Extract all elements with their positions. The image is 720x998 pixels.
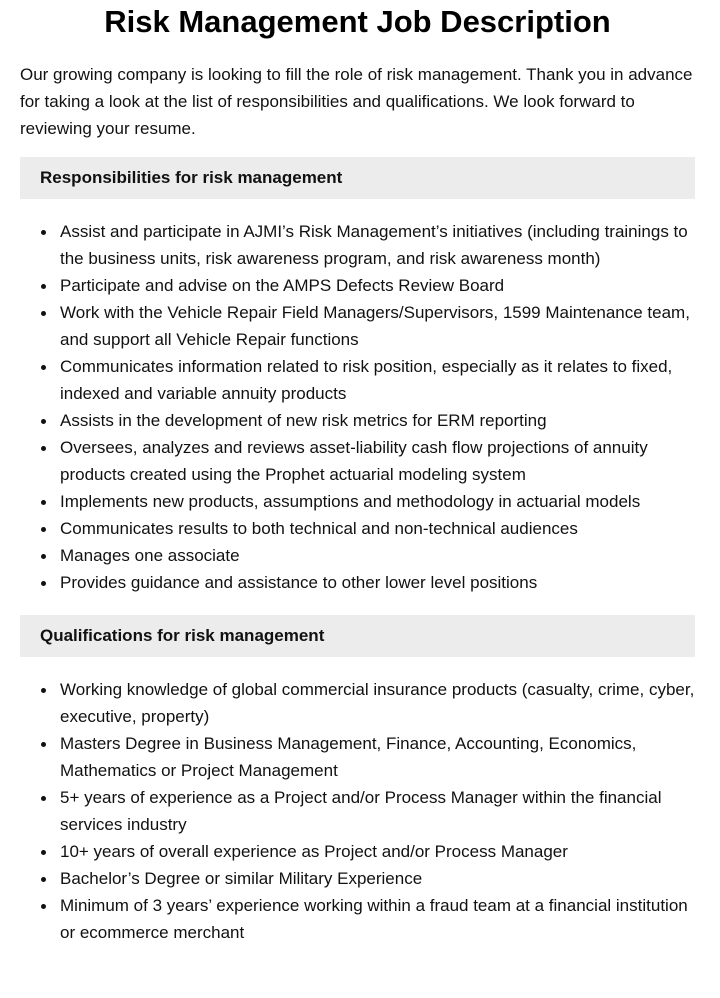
bullet-icon bbox=[41, 796, 46, 801]
bullet-icon bbox=[41, 284, 46, 289]
list-item bbox=[20, 730, 695, 784]
list-item-text: 10+ years of overall experience as Project and/or Process Manager bbox=[60, 842, 568, 861]
list-item-text: Working knowledge of global commercial insurance products (casualty, crime, cyber, executive, property) bbox=[60, 680, 695, 726]
list-item bbox=[20, 784, 695, 838]
bullet-icon bbox=[41, 688, 46, 693]
bullet-icon bbox=[41, 419, 46, 424]
list-item-text: Minimum of 3 years’ experience working within a fraud team at a financial institution or ecommerce merchant bbox=[60, 896, 688, 942]
bullet-icon bbox=[41, 904, 46, 909]
qualifications-list bbox=[20, 676, 695, 946]
bullet-icon bbox=[41, 742, 46, 747]
list-item-text: Manages one associate bbox=[60, 546, 240, 565]
list-item-text: Assists in the development of new risk metrics for ERM reporting bbox=[60, 411, 547, 430]
list-item-text: Bachelor’s Degree or similar Military Experience bbox=[60, 869, 423, 888]
list-item bbox=[20, 488, 695, 515]
list-item bbox=[20, 515, 695, 542]
list-item bbox=[20, 569, 695, 596]
list-item bbox=[20, 218, 695, 272]
list-item-text: Provides guidance and assistance to other lower level positions bbox=[60, 573, 538, 592]
bullet-icon bbox=[41, 311, 46, 316]
bullet-icon bbox=[41, 527, 46, 532]
list-item bbox=[20, 542, 695, 569]
list-item bbox=[20, 676, 695, 730]
list-item-text: Implements new products, assumptions and methodology in actuarial models bbox=[60, 492, 641, 511]
list-item bbox=[20, 892, 695, 946]
list-item-text: Masters Degree in Business Management, Finance, Accounting, Economics, Mathematics or Project Management bbox=[60, 734, 637, 780]
bullet-icon bbox=[41, 877, 46, 882]
intro-paragraph: Our growing company is looking to fill the role of risk management. Thank you in advance for taking a look at the list of responsibilities and qualifications. We look forward to reviewing your resume. bbox=[20, 65, 693, 138]
bullet-icon bbox=[41, 230, 46, 235]
list-item bbox=[20, 434, 695, 488]
bullet-icon bbox=[41, 500, 46, 505]
bullet-icon bbox=[41, 581, 46, 586]
list-item bbox=[20, 407, 695, 434]
qualifications-heading: Qualifications for risk management bbox=[20, 615, 695, 657]
list-item-text: Communicates information related to risk position, especially as it relates to fixed, indexed and variable annuity products bbox=[60, 357, 673, 403]
list-item bbox=[20, 272, 695, 299]
bullet-icon bbox=[41, 365, 46, 370]
list-item-text: Work with the Vehicle Repair Field Managers/Supervisors, 1599 Maintenance team, and support all Vehicle Repair functions bbox=[60, 303, 690, 349]
responsibilities-heading: Responsibilities for risk management bbox=[20, 157, 695, 199]
list-item bbox=[20, 353, 695, 407]
list-item-text: Assist and participate in AJMI’s Risk Management’s initiatives (including trainings to the business units, risk awareness program, and risk awareness month) bbox=[60, 222, 688, 268]
bullet-icon bbox=[41, 446, 46, 451]
list-item bbox=[20, 299, 695, 353]
bullet-icon bbox=[41, 850, 46, 855]
list-item bbox=[20, 838, 695, 865]
list-item-text: Participate and advise on the AMPS Defects Review Board bbox=[60, 276, 505, 295]
responsibilities-list bbox=[20, 218, 695, 596]
bullet-icon bbox=[41, 554, 46, 559]
list-item-text: Oversees, analyzes and reviews asset-liability cash flow projections of annuity products created using the Prophet actuarial modeling system bbox=[60, 438, 648, 484]
list-item-text: 5+ years of experience as a Project and/or Process Manager within the financial services industry bbox=[60, 788, 662, 834]
page-title: Risk Management Job Description bbox=[104, 4, 611, 39]
list-item-text: Communicates results to both technical and non-technical audiences bbox=[60, 519, 578, 538]
list-item bbox=[20, 865, 695, 892]
